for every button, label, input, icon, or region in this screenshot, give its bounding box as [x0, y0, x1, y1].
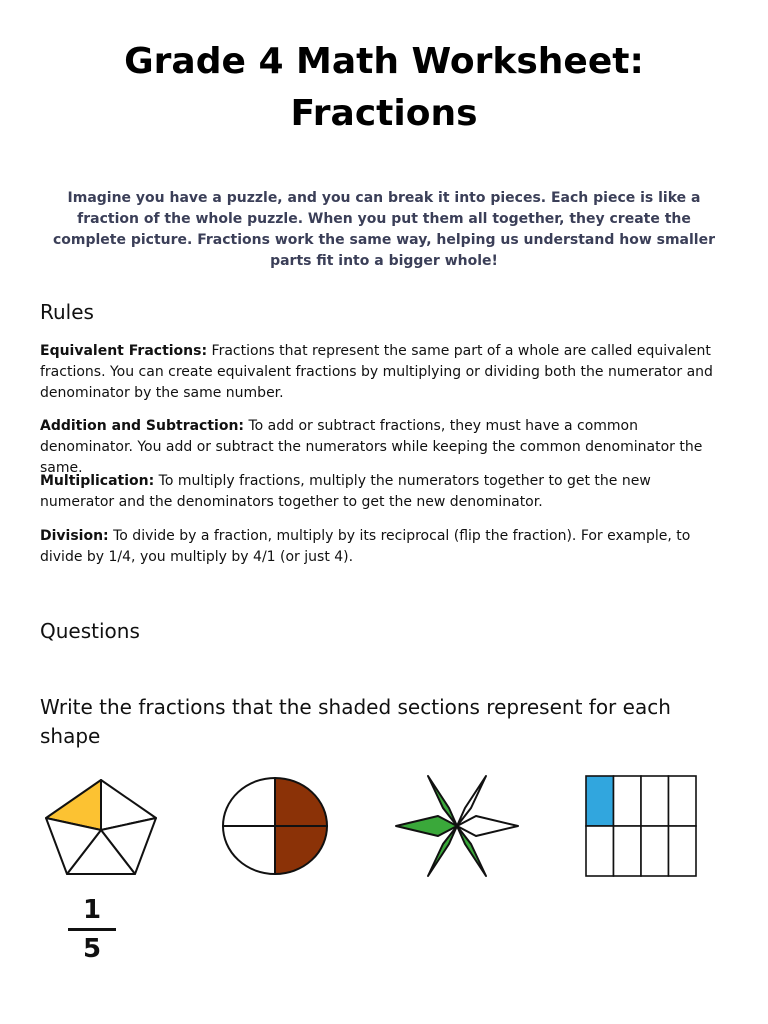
circle-part-shaded [275, 826, 327, 874]
rectangle-part [669, 776, 697, 826]
star-shape [392, 772, 522, 880]
answer-denominator: 5 [82, 934, 102, 964]
answer-fraction [66, 894, 118, 965]
pentagon-figure [40, 774, 162, 878]
rectangle-part [614, 826, 642, 876]
answer-numerator: 1 [82, 895, 102, 925]
fraction-bar [68, 928, 116, 931]
rule-term: Addition and Subtraction: [40, 418, 245, 434]
rule-text: To divide by a fraction, multiply by its reciprocal (flip the fraction). For example, to divide by 1/4, you multiply by 4/1 (or just 4). [40, 528, 691, 565]
rule-term: Multiplication: [40, 473, 155, 489]
star-part [457, 816, 518, 836]
intro-paragraph: Imagine you have a puzzle, and you can break it into pieces. Each piece is like a fraction of the whole puzzle. When you put them all together, they create the complete picture. Fractions work the same way, helping us understand how smaller parts fit into a bigger whole! [52, 190, 715, 269]
circle-part-shaded [275, 778, 327, 826]
rules-heading: Rules [40, 300, 94, 324]
questions-heading: Questions [40, 619, 140, 643]
rectangle-shape [582, 772, 700, 880]
rule-text: To add or subtract fractions, they must have a common denominator. You add or subtract the numerators while keeping the common denominator the same. [40, 418, 703, 476]
circle-part [223, 778, 275, 826]
rule-text: To multiply fractions, multiply the numerators together to get the new numerator and the denominators together to get the new denominator. [40, 473, 651, 510]
rectangle-part [641, 776, 669, 826]
circle-part [223, 826, 275, 874]
rule-equivalent-fractions [40, 341, 728, 404]
star-figure [392, 772, 522, 880]
rule-term: Division: [40, 528, 109, 544]
rectangle-part-shaded [586, 776, 614, 826]
rectangle-part [614, 776, 642, 826]
circle-figure [218, 772, 332, 878]
rule-multiplication [40, 471, 728, 513]
circle-shape [218, 772, 332, 878]
question-prompt: Write the fractions that the shaded sections represent for each shape [40, 695, 671, 748]
rule-term: Equivalent Fractions: [40, 343, 208, 359]
rule-division [40, 526, 728, 568]
rule-addition-subtraction [40, 416, 728, 479]
rule-text: Fractions that represent the same part of a whole are called equivalent fractions. You can create equivalent fractions by multiplying or dividing both the numerator and denominator by the same number. [40, 343, 713, 401]
title-line-1: Grade 4 Math Worksheet: [124, 41, 644, 82]
star-part-shaded [396, 816, 457, 836]
page-title [0, 36, 768, 140]
rectangle-figure [582, 772, 700, 880]
title-line-2: Fractions [290, 93, 478, 134]
rectangle-part [586, 826, 614, 876]
rectangle-part [641, 826, 669, 876]
rectangle-part [669, 826, 697, 876]
pentagon-shape [40, 774, 162, 878]
